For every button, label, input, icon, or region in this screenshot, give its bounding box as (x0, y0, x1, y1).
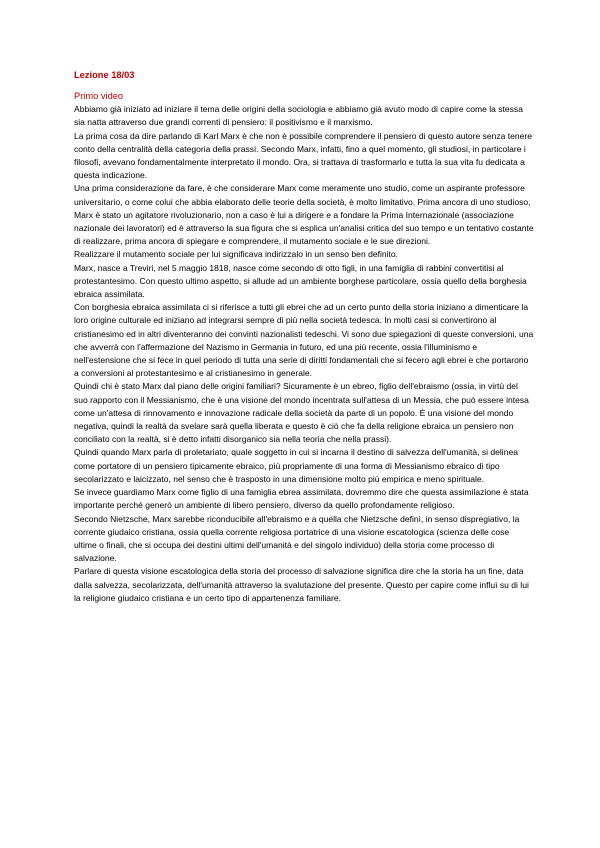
paragraph: Realizzare il mutamento sociale per lui significava indirizzalo in un senso ben definito. (74, 249, 399, 260)
paragraph: Parlare di questa visione escatologica della storia del processo di salvazione significa dire che la storia ha un fine, data dalla salvezza, secolarizzata, dell'umanità attraverso la svalutazione del presente. Questo per capire come influì su di lui la religione giudaico cristiana e un certo tipo di appartenenza familiare. (74, 566, 529, 603)
section-title: Primo video (74, 91, 124, 101)
paragraph: Abbiamo già iniziato ad iniziare il tema delle origini della sociologia e abbiamo già avuto modo di capire come la stessa sia natta attraverso due grandi correnti di pensiero: il positivismo e il marxismo. (74, 104, 523, 128)
paragraph: Quindi quando Marx parla di proletariato, quale soggetto in cui si incarna il destino di salvezza dell'umanità, si delinea come portatore di un pensiero tipicamente ebraico, più propriamente di una forma di Messianismo ebraico di tipo secolarizzato e laicizzato, nel senso che è trasposto in una dimensione molto più empirica e meno spirituale. (74, 447, 518, 484)
document-page (74, 68, 534, 605)
paragraph: Marx, nasce a Treviri, nel 5 maggio 1818, nasce come secondo di otto figli, in una famiglia di rabbini convertitisi al protestantesimo. Con questo ultimo aspetto, si allude ad un ambiente borghese particolare, ossia quello della borghesia ebraica assimilata. (74, 262, 527, 300)
lesson-title: Lezione 18/03 (74, 70, 135, 80)
paragraph: Con borghesia ebraica assimilata ci si riferisce a tutti gli ebrei che ad un certo punto della storia iniziano a dimenticare la loro origine culturale ed iniziano ad integrarsi sempre di più nella società tedesca. In molti casi si convertirono al cristianesimo ed in altri diventeranno dei convinti nazionalisti tedeschi. Vi sono due spiegazioni di queste conversioni, una che avverrà con l'affermazione del Nazismo in Germania in futuro, ed una più recente, ossia l'illuminismo e nell'estensione che si fece in quel periodo di tutta una serie di diritti fondamentali che si fecero agli ebrei e che portarono a conversioni al protestantesimo e al cristianesimo in generale. (74, 302, 534, 379)
paragraph: Una prima considerazione da fare, è che considerare Marx come meramente uno studio, come un aspirante professore universitario, o come colui che abbia elaborato delle teorie della società, è molto limitativo. Prima ancora di uno studioso, Marx è stato un agitatore rivoluzionario, non a caso è lui a dirigere e a fondare la Prima Internazionale (associazione nazionale dei lavoratori) ed è attraverso la sua figura che si esplica un'analisi critica del suo tempo e un tentativo costante di realizzare, prima ancora di spiegare e comprendere, il mutamento sociale e le sue direzioni. (74, 183, 534, 247)
paragraph: Se invece guardiamo Marx come figlio di una famiglia ebrea assimilata, dovremmo dire che questa assimilazione è stata importante perché generò un ambiente di libero pensiero, diverso da quello profondamente religioso. (74, 487, 529, 511)
paragraph: Secondo Nietzsche, Marx sarebbe riconducibile all'ebraismo e a quella che Nietzsche definì, in senso dispregiativo, la corrente giudaico cristiana, ossia quella corrente religiosa portatrice di una visione escatologica (scienza delle cose ultime o finali, che si occupa dei destini ultimi dell'umanità e del singolo individuo) della storia come processo di salvazione. (74, 513, 520, 564)
paragraph: Quindi chi è stato Marx dal piano delle origini familiari? Sicuramente è un ebreo, figlio dell'ebraismo (ossia, in virtù del suo rapporto con il Messianismo, che è una visione del mondo incentrata sull'attesa di un Messia, che può essere intesa come un'attesa di rinnovamento e innovazione radicale della società da parte di un popolo. È una visione del mondo negativa, quindi la realtà da svelare sarà quella liberata e questo è ciò che fa della religione ebraica un pensiero non conciliato con la realtà, si è detto infatti disorganico sia nella teoria che nella prassi). (74, 381, 529, 445)
paragraph: La prima cosa da dire parlando di Karl Marx è che non è possibile comprendere il pensiero di questo autore senza tenere conto della centralità della categoria della prassi. Secondo Marx, infatti, fino a quel momento, gli studiosi, in particolare i filosofi, avevano fondamentalmente interpretato il mondo. Ora, si trattava di trasformarlo e tutta la sua vita fu dedicata a questa indicazione. (74, 130, 533, 181)
